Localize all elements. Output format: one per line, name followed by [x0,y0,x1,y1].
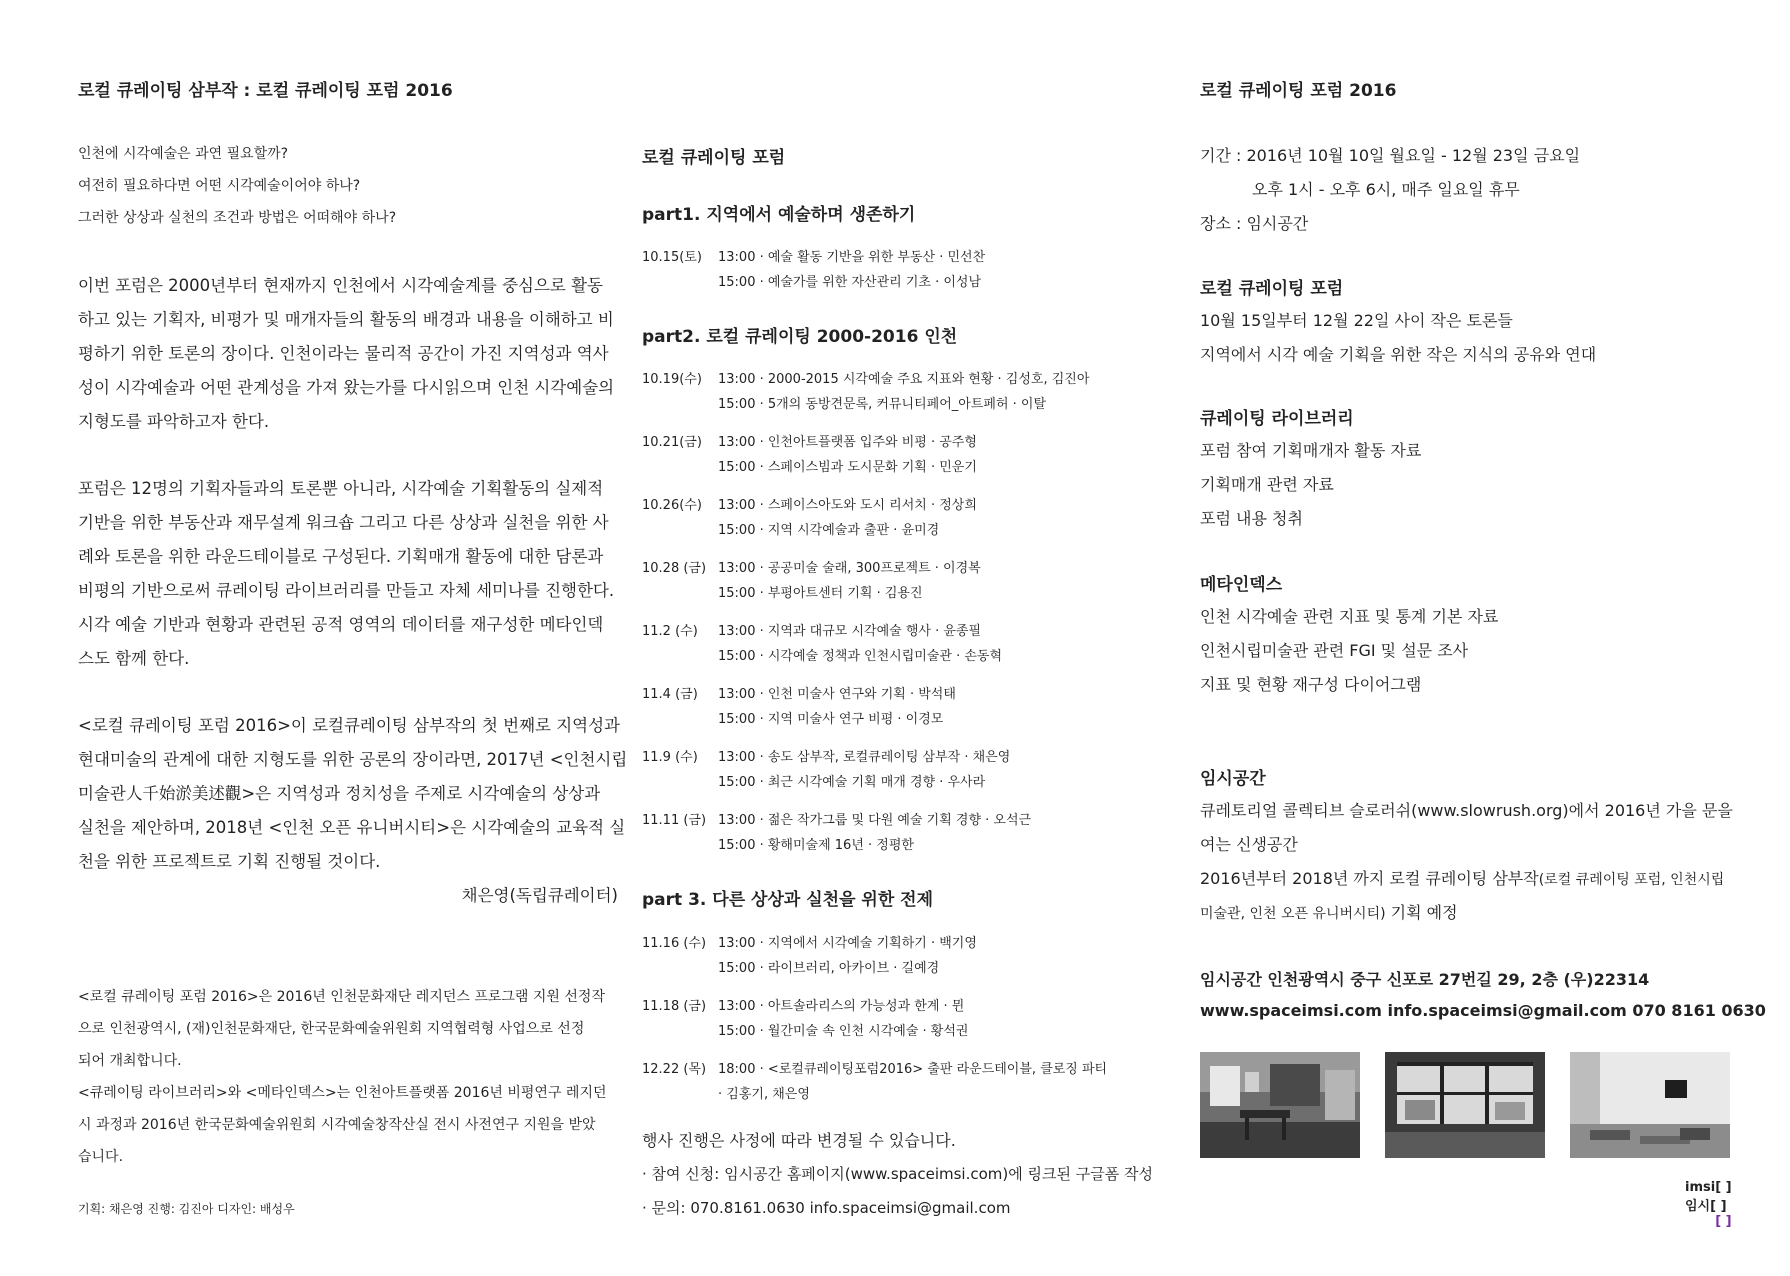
session-date: 10.15(토) [642,250,702,265]
info-text: 2016년부터 2018년 까지 로컬 큐레이팅 삼부작 [1200,869,1539,888]
paragraph-line: 지형도를 파악하고자 한다. [78,412,270,431]
session-event: 13:00 · 송도 삼부작, 로컬큐레이팅 삼부작 · 채은영 [718,750,1011,765]
note-line: 시 과정과 2016년 한국문화예술위원회 시각예술창작산실 전시 사전연구 지원을 받았 [78,1117,596,1133]
space-photo-3-image [1570,1052,1730,1158]
note-line: 으로 인천광역시, (재)인천문화재단, 한국문화예술위원회 지역협력형 사업으로 선정 [78,1021,585,1037]
info-line: 큐레토리얼 콜렉티브 슬로러쉬(www.slowrush.org)에서 2016년 가을 문을 [1200,801,1733,820]
paragraph-line: 기반을 위한 부동산과 재무설계 워크숍 그리고 다른 상상과 실천을 위한 사 [78,513,609,532]
paragraph-line: 성이 시각예술과 어떤 관계성을 가져 왔는가를 다시읽으며 인천 시각예술의 [78,378,615,397]
space-photo-2-image [1385,1052,1545,1158]
address: 임시공간 인천광역시 중구 신포로 27번길 29, 2층 (우)22314 [1200,970,1650,989]
session-date: 12.22 (목) [642,1062,707,1077]
info-text: (로컬 큐레이팅 포럼, 인천시립 [1538,872,1725,888]
session-event: 13:00 · 인천아트플랫폼 입주와 비평 · 공주형 [718,435,977,450]
question-line: 인천에 시각예술은 과연 필요할까? [78,146,289,162]
page-title: 로컬 큐레이팅 삼부작 : 로컬 큐레이팅 포럼 2016 [78,81,453,101]
session-date: 11.9 (수) [642,750,698,765]
period: 기간 : 2016년 10월 10일 월요일 - 12월 23일 금요일 [1200,146,1581,165]
logo-text: 임시 [1685,1199,1711,1214]
session-date: 11.4 (금) [642,687,698,702]
part-heading: part 3. 다른 상상과 실천을 위한 전제 [642,890,934,910]
session-date: 10.21(금) [642,435,702,450]
session-event: 15:00 · 지역 미술사 연구 비평 · 이경모 [718,712,944,727]
logo-bracket: [ ] [1715,1180,1732,1195]
forum-heading: 로컬 큐레이팅 포럼 [1200,279,1344,299]
paragraph-line: 평하기 위한 토론의 장이다. 인천이라는 물리적 공간이 가진 지역성과 역사 [78,344,609,363]
session-event: 15:00 · 부평아트센터 기획 · 김용진 [718,586,923,601]
session-date: 10.26(수) [642,498,702,513]
session-event: 15:00 · 5개의 동방견문록, 커뮤니티페어_아트페허 · 이탈 [718,397,1047,412]
session-event: 15:00 · 황해미술제 16년 · 정평한 [718,838,914,853]
logo-line [1685,1214,1732,1229]
paragraph-line: 포럼은 12명의 기획자들과의 토론뿐 아니라, 시각예술 기획활동의 실제적 [78,479,604,498]
session-event: 15:00 · 지역 시각예술과 출판 · 윤미경 [718,523,940,538]
schedule-notice: 행사 진행은 사정에 따라 변경될 수 있습니다. [642,1131,956,1150]
info-line: 기획매개 관련 자료 [1200,475,1334,494]
space-photo-1 [1200,1052,1360,1158]
paragraph-line: 현대미술의 관계에 대한 지형도를 위한 공론의 장이라면, 2017년 <인천시립 [78,750,628,769]
web-contact: www.spaceimsi.com info.spaceimsi@gmail.com 070 8161 0630 [1200,1001,1766,1020]
note-line: 습니다. [78,1149,124,1165]
info-line [1200,900,1458,923]
paragraph-line: 비평의 기반으로써 큐레이팅 라이브러리를 만들고 자체 세미나를 진행한다. [78,581,615,600]
paragraph-line: <로컬 큐레이팅 포럼 2016>이 로컬큐레이팅 삼부작의 첫 번째로 지역성과 [78,716,620,735]
info-line: 지표 및 현황 재구성 다이어그램 [1200,675,1422,694]
paragraph-line: 스도 함께 한다. [78,649,190,668]
imsi-heading: 임시공간 [1200,769,1266,789]
paragraph-line: 천을 위한 프로젝트로 기획 진행될 것이다. [78,852,381,871]
session-event: 15:00 · 예술가를 위한 자산관리 기초 · 이성남 [718,275,982,290]
imsi-logo [1685,1180,1732,1229]
period-time: 오후 1시 - 오후 6시, 매주 일요일 휴무 [1252,180,1520,199]
info-line: 인천 시각예술 관련 지표 및 통계 기본 자료 [1200,607,1499,626]
part-heading: part2. 로컬 큐레이팅 2000-2016 인천 [642,327,958,347]
info-line: 지역에서 시각 예술 기획을 위한 작은 지식의 공유와 연대 [1200,345,1597,364]
event-title: 로컬 큐레이팅 포럼 2016 [1200,81,1397,101]
info-line: 여는 신생공간 [1200,835,1298,854]
session-date: 10.19(수) [642,372,702,387]
paragraph-line: 이번 포럼은 2000년부터 현재까지 인천에서 시각예술계를 중심으로 활동 [78,276,603,295]
paragraph-line: 시각 예술 기반과 현황과 관련된 공적 영역의 데이터를 재구성한 메타인덱 [78,615,604,634]
logo-bracket: [ ] [1710,1199,1727,1214]
question-line: 그러한 상상과 실천의 조건과 방법은 어떠해야 하나? [78,210,397,226]
paragraph-line: 례와 토론을 위한 라운드테이블로 구성된다. 기획매개 활동에 대한 담론과 [78,547,604,566]
session-event: 13:00 · 젊은 작가그룹 및 다원 예술 기획 경향 · 오석근 [718,813,1032,828]
session-event: 13:00 · 예술 활동 기반을 위한 부동산 · 민선찬 [718,250,986,265]
session-event: 13:00 · 지역에서 시각예술 기획하기 · 백기영 [718,936,977,951]
note-line: <큐레이팅 라이브러리>와 <메타인덱스>는 인천아트플랫폼 2016년 비평연구 레지던 [78,1085,607,1101]
library-heading: 큐레이팅 라이브러리 [1200,409,1354,429]
logo-line [1685,1195,1732,1214]
metaindex-heading: 메타인덱스 [1200,575,1283,595]
session-event: · 김홍기, 채은영 [718,1087,810,1102]
space-photo-2 [1385,1052,1545,1158]
session-date: 10.28 (금) [642,561,707,576]
note-line: 되어 개최합니다. [78,1053,182,1069]
session-event: 15:00 · 시각예술 정책과 인천시립미술관 · 손동혁 [718,649,1003,664]
session-event: 15:00 · 라이브러리, 아카이브 · 길예경 [718,961,940,976]
session-event: 13:00 · 아트솔라리스의 가능성과 한계 · 뮌 [718,999,965,1014]
logo-line [1685,1180,1732,1195]
session-date: 11.2 (수) [642,624,698,639]
logo-text: imsi [1685,1180,1716,1195]
schedule-title: 로컬 큐레이팅 포럼 [642,148,786,168]
space-photo-1-image [1200,1052,1360,1158]
apply-info: · 참여 신청: 임시공간 홈페이지(www.spaceimsi.com)에 링크된 구글폼 작성 [642,1165,1153,1183]
session-date: 11.11 (금) [642,813,707,828]
info-line: 포럼 참여 기획매개자 활동 자료 [1200,441,1422,460]
session-event: 15:00 · 스페이스빔과 도시문화 기획 · 민운기 [718,460,977,475]
info-line: 인천시립미술관 관련 FGI 및 설문 조사 [1200,641,1469,660]
venue: 장소 : 임시공간 [1200,214,1309,233]
session-event: 13:00 · 지역과 대규모 시각예술 행사 · 윤종필 [718,624,982,639]
credits: 기획: 채은영 진행: 김진아 디자인: 배성우 [78,1202,295,1216]
question-line: 여전히 필요하다면 어떤 시각예술이어야 하나? [78,178,361,194]
session-event: 13:00 · 인천 미술사 연구와 기획 · 박석태 [718,687,956,702]
info-line [1200,866,1724,889]
info-line: 10월 15일부터 12월 22일 사이 작은 토론들 [1200,311,1513,330]
session-event: 15:00 · 최근 시각예술 기획 매개 경향 · 우사라 [718,775,986,790]
paragraph-line: 실천을 제안하며, 2018년 <인천 오픈 유니버시티>은 시각예술의 교육적 실 [78,818,626,837]
paragraph-line: 미술관人千始淤美述觀>은 지역성과 정치성을 주제로 시각예술의 상상과 [78,784,601,803]
session-event: 13:00 · 스페이스아도와 도시 리서치 · 정상희 [718,498,977,513]
note-line: <로컬 큐레이팅 포럼 2016>은 2016년 인천문화재단 레지던스 프로그램 지원 선정작 [78,989,605,1005]
part-heading: part1. 지역에서 예술하며 생존하기 [642,205,916,225]
session-event: 13:00 · 2000-2015 시각예술 주요 지표와 현황 · 김성호, 김진아 [718,372,1090,387]
info-text: 기획 예정 [1385,903,1458,922]
session-event: 18:00 · <로컬큐레이팅포럼2016> 출판 라운드테이블, 클로징 파티 [718,1062,1108,1077]
session-event: 15:00 · 월간미술 속 인천 시각예술 · 황석권 [718,1024,969,1039]
paragraph-line: 하고 있는 기획자, 비평가 및 매개자들의 활동의 배경과 내용을 이해하고 비 [78,310,614,329]
space-photo-3 [1570,1052,1730,1158]
contact-info: · 문의: 070.8161.0630 info.spaceimsi@gmail.com [642,1199,1011,1217]
session-date: 11.16 (수) [642,936,707,951]
signature: 채은영(독립큐레이터) [461,886,618,905]
info-line: 포럼 내용 청취 [1200,509,1303,528]
session-event: 13:00 · 공공미술 술래, 300프로젝트 · 이경복 [718,561,981,576]
logo-bracket: [ ] [1715,1214,1732,1229]
session-date: 11.18 (금) [642,999,707,1014]
info-text: 미술관, 인천 오픈 유니버시티) [1200,906,1386,922]
